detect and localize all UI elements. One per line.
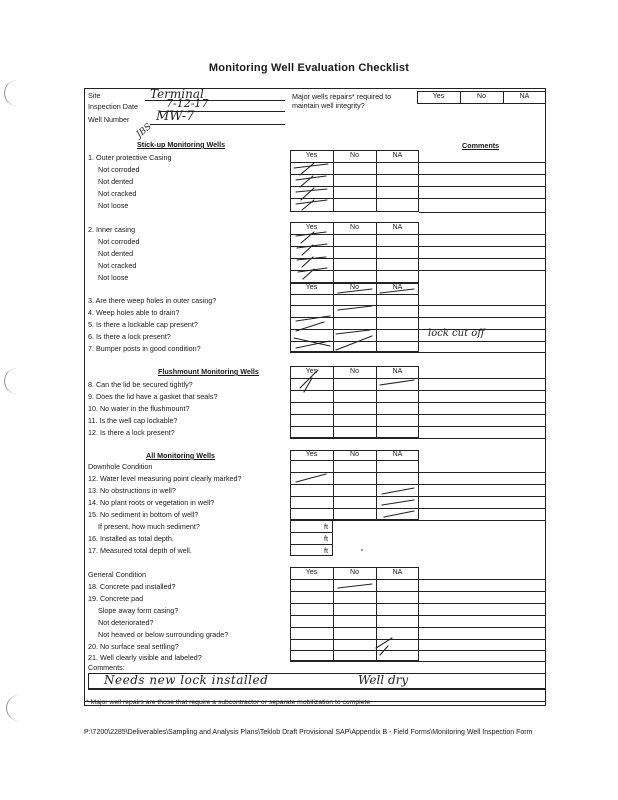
check-mark xyxy=(338,584,392,655)
inner-no-header: No xyxy=(350,224,359,231)
ft-unit-1: ft xyxy=(324,522,328,531)
check-mark xyxy=(301,232,314,279)
major-repairs-question: Major wells repairs* required to maintain well integrity? xyxy=(292,92,392,110)
all-no-header: No xyxy=(350,451,359,458)
item-well-labeled: 21. Well clearly visible and labeled? xyxy=(88,653,202,662)
comment-well-dry: Well dry xyxy=(358,673,409,687)
well-number-value: MW-7 xyxy=(156,109,195,124)
general-yes-header: Yes xyxy=(305,569,318,576)
all-wells-heading: All Monitoring Wells xyxy=(146,451,215,460)
item-bumper-posts: 7. Bumper posts in good condition? xyxy=(88,344,201,353)
check-mark xyxy=(294,164,328,204)
footnote: * Major well repairs are those that require a subcontractor or separate mobilization to complete xyxy=(86,699,371,706)
ft-unit-3: ft xyxy=(324,546,328,555)
all-na-header: NA xyxy=(392,451,403,458)
major-yes-header: Yes xyxy=(432,93,445,100)
comments-header: Comments xyxy=(462,141,500,150)
item-not-dented-2: Not dented xyxy=(98,249,134,258)
item-outer-casing: 1. Outer protective Casing xyxy=(88,153,172,162)
item-lid-secured: 8. Can the lid be secured tightly? xyxy=(88,380,193,389)
stickup-heading: Stick-up Monitoring Wells xyxy=(137,140,226,149)
major-no-header: No xyxy=(477,93,486,100)
check-mark xyxy=(296,232,327,272)
flush-na-header: NA xyxy=(392,368,403,375)
weep-na-header: NA xyxy=(392,284,403,291)
item-sediment-amount: If present, how much sediment? xyxy=(98,522,200,531)
item-not-loose-2: Not loose xyxy=(98,273,129,282)
check-mark xyxy=(338,289,414,293)
item-not-deteriorated: Not deteriorated? xyxy=(98,618,154,627)
scan-speck xyxy=(361,549,363,551)
comments-label: Comments: xyxy=(88,663,125,672)
item-lock-present: 6. Is there a lock present? xyxy=(88,332,171,341)
initials-handwriting: JBS xyxy=(134,121,154,141)
item-no-sediment: 15. No sediment in bottom of well? xyxy=(88,510,199,519)
item-lid-gasket: 9. Does the lid have a gasket that seals? xyxy=(88,392,218,401)
item-weep-holes: 3. Are there weep holes in outer casing? xyxy=(88,296,217,305)
item-not-cracked: Not cracked xyxy=(98,189,137,198)
flush-no-header: No xyxy=(350,368,359,375)
flushmount-heading: Flushmount Monitoring Wells xyxy=(158,367,259,376)
inner-yes-header: Yes xyxy=(305,224,318,231)
item-concrete-pad: 18. Concrete pad installed? xyxy=(88,582,176,591)
file-path-footer: P:\7200\2285\Deliverables\Sampling and Analysis Plans\Teklob Draft Provisional SAP\Appendix B - Field Forms\Monitoring Well Inspection Form xyxy=(84,729,533,736)
site-label: Site xyxy=(88,91,101,100)
item-concrete-pad-2: 19. Concrete pad xyxy=(88,594,144,603)
stickup-na-header: NA xyxy=(392,152,403,159)
lock-comment-handwriting: lock cut off xyxy=(428,328,485,339)
item-not-heaved: Not heaved or below surrounding grade? xyxy=(98,630,229,639)
check-mark xyxy=(296,306,372,334)
inspection-date-value: 7-12-17 xyxy=(166,97,209,110)
general-na-header: NA xyxy=(392,569,403,576)
check-mark xyxy=(296,474,414,517)
site-value: Terminal xyxy=(150,87,204,101)
ft-unit-2: ft xyxy=(324,534,328,543)
item-not-loose: Not loose xyxy=(98,201,129,210)
item-lockable-cap: 5. Is there a lockable cap present? xyxy=(88,320,198,329)
item-measured-depth: 17. Measured total depth of well. xyxy=(88,546,192,555)
item-not-cracked-2: Not cracked xyxy=(98,261,137,270)
item-no-water: 10. No water in the flushmount? xyxy=(88,404,190,413)
item-surface-seal: 20. No surface seal settling? xyxy=(88,642,179,651)
general-no-header: No xyxy=(350,569,359,576)
check-mark xyxy=(300,370,414,392)
item-flush-lock: 12. Is there a lock present? xyxy=(88,428,175,437)
downhole-subheading: Downhole Condition xyxy=(88,462,153,471)
all-yes-header: Yes xyxy=(305,451,318,458)
comment-new-lock: Needs new lock installed xyxy=(104,673,269,687)
stickup-yes-header: Yes xyxy=(305,152,318,159)
form-title: Monitoring Well Evaluation Checklist xyxy=(208,62,410,74)
general-heading: General Condition xyxy=(88,570,146,579)
weep-yes-header: Yes xyxy=(305,284,318,291)
item-not-dented: Not dented xyxy=(98,177,134,186)
item-water-level-mark: 12. Water level measuring point clearly marked? xyxy=(88,474,242,483)
inspection-date-label: Inspection Date xyxy=(88,102,138,111)
item-slope-away: Slope away form casing? xyxy=(98,606,179,615)
item-cap-lockable: 11. Is the well cap lockable? xyxy=(88,416,178,425)
item-weep-drain: 4. Weep holes able to drain? xyxy=(88,308,180,317)
item-not-corroded: Not corroded xyxy=(98,165,140,174)
well-number-label: Well Number xyxy=(88,115,130,124)
item-inner-casing: 2. Inner casing xyxy=(88,225,136,234)
check-mark xyxy=(294,336,372,350)
item-no-plant-roots: 14. No plant roots or vegetation in well? xyxy=(88,498,215,507)
stickup-no-header: No xyxy=(350,152,359,159)
item-no-obstructions: 13. No obstructions in well? xyxy=(88,486,176,495)
weep-no-header: No xyxy=(350,284,359,291)
flush-yes-header: Yes xyxy=(305,368,318,375)
item-not-corroded-2: Not corroded xyxy=(98,237,140,246)
inner-na-header: NA xyxy=(392,224,403,231)
item-installed-depth: 16. Installed as total depth. xyxy=(88,534,174,543)
major-na-header: NA xyxy=(519,93,530,100)
